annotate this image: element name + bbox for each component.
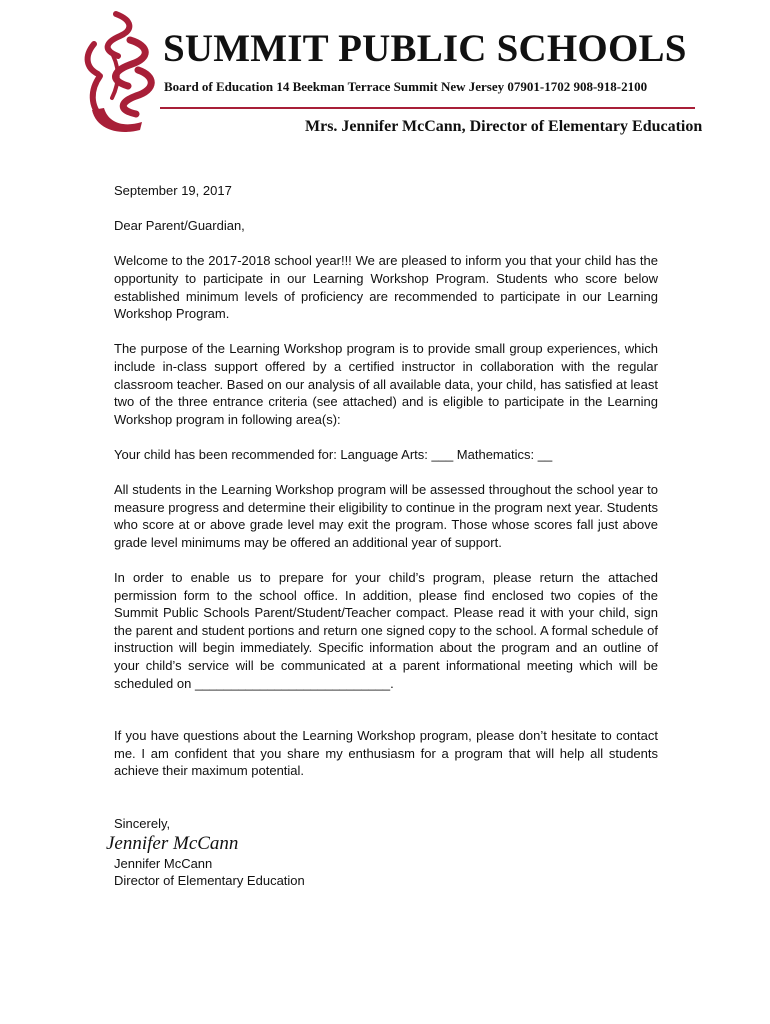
- closing: Sincerely,: [114, 816, 171, 831]
- paragraph-assessment: All students in the Learning Workshop program will be assessed throughout the school year to measure progress and determine their eligibility to continue in the program next year. Students who score at or above grade level may exit the program. Those whose scores fall just above grade level minimums may be offered an additional year of support.: [114, 482, 658, 550]
- paragraph-welcome: Welcome to the 2017-2018 school year!!! We are pleased to inform you that your child has the opportunity to participate in our Learning Workshop Program. Students who score below established minimum levels of proficiency are recommended to participate in our Learning Workshop Program.: [114, 253, 658, 322]
- header-divider: [160, 107, 695, 109]
- signer-name: Jennifer McCann: [114, 855, 213, 871]
- org-name: SUMMIT PUBLIC SCHOOLS: [163, 27, 687, 70]
- signer-title: Director of Elementary Education: [114, 873, 305, 889]
- paragraph-questions: If you have questions about the Learning Workshop program, please don’t hesitate to contact me. I am confident that you share my enthusiasm for a program that will help all students achieve their maximum potential.: [114, 728, 658, 779]
- letter-salutation: Dear Parent/Guardian,: [114, 218, 245, 234]
- paragraph-permission: In order to enable us to prepare for your child’s program, please return the attached permission form to the school office. In addition, please find enclosed two copies of the Summit Public Schools Parent/Student/Teacher compact. Please read it with your child, sign the parent and student portions and return one signed copy to the school. A formal schedule of instruction will begin immediately. Specific information about the program and an outline of your child’s service will be communicated at a parent informational meeting which will be scheduled on ___________________________.: [114, 570, 658, 691]
- signature-block: [106, 815, 658, 890]
- handwritten-signature: Jennifer McCann: [106, 832, 239, 854]
- director-line: Mrs. Jennifer McCann, Director of Elementary Education: [305, 118, 703, 135]
- paragraph-recommendation: Your child has been recommended for: Language Arts: ___ Mathematics: __: [114, 446, 553, 462]
- district-logo: [80, 10, 162, 138]
- org-address: Board of Education 14 Beekman Terrace Summit New Jersey 07901-1702 908-918-2100: [164, 79, 648, 94]
- letter-date: September 19, 2017: [114, 183, 232, 198]
- letter-body: [106, 182, 658, 890]
- paragraph-purpose: The purpose of the Learning Workshop program is to provide small group experiences, which include in-class support offered by a certified instructor in collaboration with the regular classroom teacher. Based on our analysis of all available data, your child, has satisfied at least two of the three entrance criteria (see attached) and is eligible to participate in the Learning Workshop program in following area(s):: [114, 341, 658, 427]
